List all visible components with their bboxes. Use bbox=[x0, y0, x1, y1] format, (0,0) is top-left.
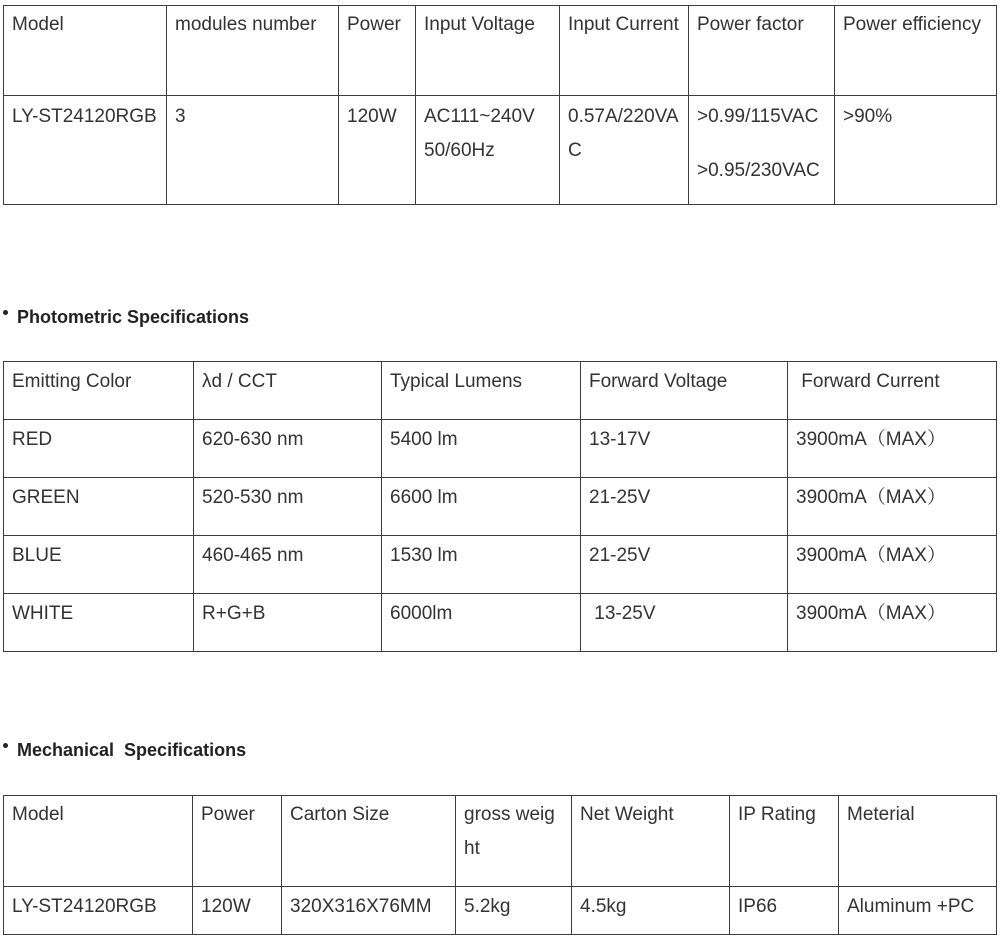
lumens-cell: 6600 lm bbox=[382, 478, 581, 536]
material-cell: Aluminum +PC bbox=[839, 886, 997, 934]
header-cell: Emitting Color bbox=[4, 362, 194, 420]
model-cell: LY-ST24120RGB bbox=[4, 96, 167, 205]
wavelength-cell: 520-530 nm bbox=[194, 478, 382, 536]
ip-rating-cell: IP66 bbox=[730, 886, 839, 934]
color-cell: GREEN bbox=[4, 478, 194, 536]
gross-weight-cell: 5.2kg bbox=[456, 886, 572, 934]
photometric-spec-table bbox=[3, 361, 997, 652]
table-row bbox=[4, 886, 997, 934]
voltage-cell: 13-17V bbox=[581, 420, 788, 478]
header-cell: Net Weight bbox=[572, 796, 730, 887]
model-cell: LY-ST24120RGB bbox=[4, 886, 193, 934]
color-cell: RED bbox=[4, 420, 194, 478]
net-weight-cell: 4.5kg bbox=[572, 886, 730, 934]
section-title: Mechanical Specifications bbox=[17, 740, 247, 760]
voltage-cell: 13-25V bbox=[581, 594, 788, 652]
input-current-cell: 0.57A/220VAC bbox=[560, 96, 689, 205]
header-cell: gross weight bbox=[456, 796, 572, 887]
table-row bbox=[4, 96, 997, 205]
header-cell: Forward Current bbox=[788, 362, 997, 420]
power-factor-230: >0.95/230VAC bbox=[697, 160, 820, 181]
power-spec-table bbox=[3, 5, 997, 205]
mechanical-spec-table bbox=[3, 795, 997, 935]
current-cell: 3900mA（MAX） bbox=[788, 536, 997, 594]
header-cell: Carton Size bbox=[282, 796, 456, 887]
wavelength-cell: 460-465 nm bbox=[194, 536, 382, 594]
table-row bbox=[4, 478, 997, 536]
table-header-row bbox=[4, 6, 997, 96]
header-cell: modules number bbox=[167, 6, 339, 96]
mechanical-section-heading bbox=[3, 740, 246, 761]
power-factor-115: >0.99/115VAC bbox=[697, 106, 819, 127]
header-cell: Power bbox=[339, 6, 416, 96]
header-cell: Input Voltage bbox=[416, 6, 560, 96]
current-cell: 3900mA（MAX） bbox=[788, 594, 997, 652]
current-cell: 3900mA（MAX） bbox=[788, 478, 997, 536]
header-cell: Forward Voltage bbox=[581, 362, 788, 420]
modules-cell: 3 bbox=[167, 96, 339, 205]
input-voltage-frequency: 50/60Hz bbox=[424, 140, 495, 161]
voltage-cell: 21-25V bbox=[581, 478, 788, 536]
header-cell: λd / CCT bbox=[194, 362, 382, 420]
header-cell: Input Current bbox=[560, 6, 689, 96]
wavelength-cell: 620-630 nm bbox=[194, 420, 382, 478]
table-row bbox=[4, 594, 997, 652]
color-cell: BLUE bbox=[4, 536, 194, 594]
section-title: Photometric Specifications bbox=[17, 307, 250, 327]
current-cell: 3900mA（MAX） bbox=[788, 420, 997, 478]
lumens-cell: 1530 lm bbox=[382, 536, 581, 594]
bullet-icon bbox=[3, 743, 8, 748]
header-cell: Typical Lumens bbox=[382, 362, 581, 420]
wavelength-cell: R+G+B bbox=[194, 594, 382, 652]
table-header-row bbox=[4, 796, 997, 887]
power-cell: 120W bbox=[193, 886, 282, 934]
carton-size-cell: 320X316X76MM bbox=[282, 886, 456, 934]
table-row bbox=[4, 536, 997, 594]
header-cell: Meterial bbox=[839, 796, 997, 887]
header-cell: Power factor bbox=[689, 6, 835, 96]
lumens-cell: 6000lm bbox=[382, 594, 581, 652]
photometric-section-heading bbox=[3, 307, 249, 328]
header-cell: Model bbox=[4, 6, 167, 96]
header-cell: IP Rating bbox=[730, 796, 839, 887]
lumens-cell: 5400 lm bbox=[382, 420, 581, 478]
voltage-cell: 21-25V bbox=[581, 536, 788, 594]
color-cell: WHITE bbox=[4, 594, 194, 652]
power-factor-cell bbox=[689, 96, 835, 205]
efficiency-cell: >90% bbox=[835, 96, 997, 205]
bullet-icon bbox=[3, 310, 8, 315]
power-cell: 120W bbox=[339, 96, 416, 205]
input-voltage-range: AC111~240V bbox=[424, 106, 535, 127]
header-cell: Power efficiency bbox=[835, 6, 997, 96]
header-cell: Model bbox=[4, 796, 193, 887]
table-header-row bbox=[4, 362, 997, 420]
header-cell: Power bbox=[193, 796, 282, 887]
input-voltage-cell bbox=[416, 96, 560, 205]
table-row bbox=[4, 420, 997, 478]
